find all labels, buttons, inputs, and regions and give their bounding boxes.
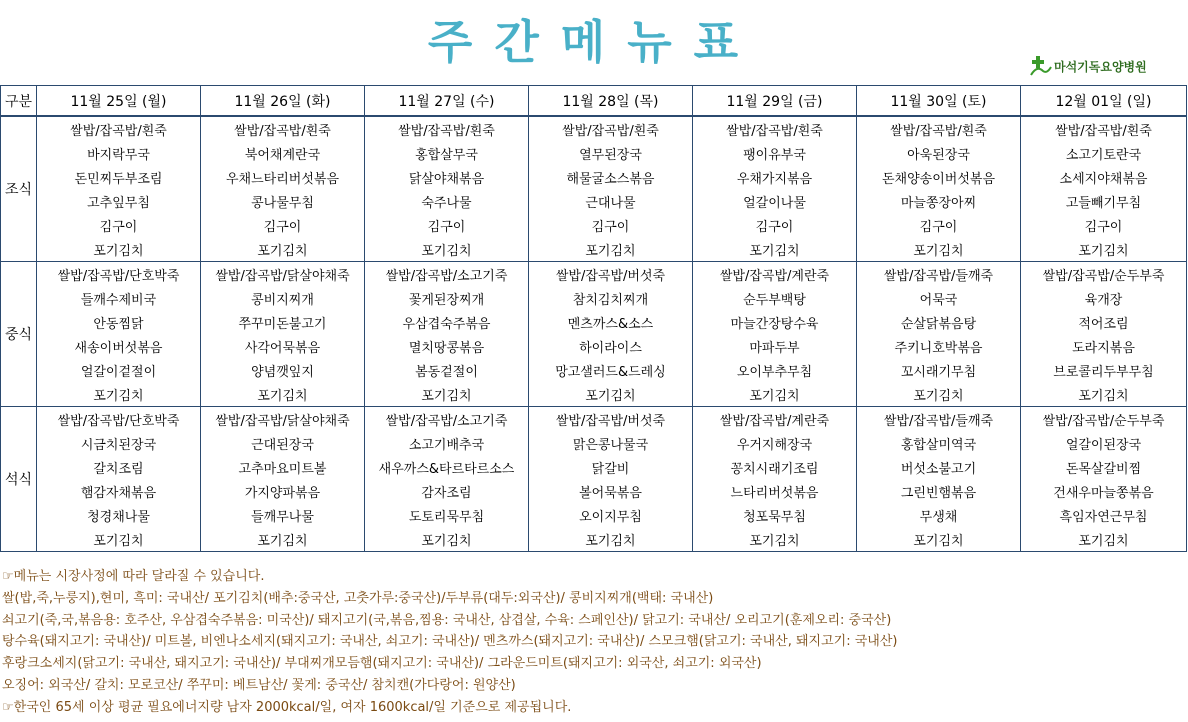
- note-line: 쇠고기(죽,국,볶음용: 호주산, 우삼겹숙주볶음: 미국산)/ 돼지고기(국,볶음,찜용: 국내산, 삼겹살, 수육: 스페인산)/ 닭고기: 국내산/ 오리고기(훈제오리: 중국산): [2, 612, 892, 628]
- menu-cell: 포기김치: [529, 527, 693, 552]
- menu-cell: 새송이버섯볶음: [37, 334, 201, 358]
- menu-cell: 팽이유부국: [693, 141, 857, 165]
- meal-label: 석식: [1, 407, 37, 552]
- menu-cell: 포기김치: [693, 527, 857, 552]
- note-line: 탕수육(돼지고기: 국내산)/ 미트볼, 비엔나소세지(돼지고기: 국내산, 쇠고기: 국내산)/ 멘츠까스(돼지고기: 국내산)/ 스모크햄(닭고기: 국내산, 돼지고기: 국내산): [2, 634, 898, 650]
- menu-cell: 쌀밥/잡곡밥/버섯죽: [529, 262, 693, 287]
- header-row: [1, 86, 1187, 117]
- menu-cell: 닭갈비: [529, 455, 693, 479]
- menu-row: [1, 237, 1187, 262]
- menu-cell: 느타리버섯볶음: [693, 479, 857, 503]
- menu-cell: 쌀밥/잡곡밥/소고기죽: [365, 407, 529, 432]
- weekly-menu-table: [0, 85, 1187, 552]
- menu-cell: 김구이: [365, 213, 529, 237]
- menu-cell: 안동찜닭: [37, 310, 201, 334]
- menu-cell: 양념깻잎지: [201, 358, 365, 382]
- menu-cell: 쌀밥/잡곡밥/흰죽: [1021, 116, 1187, 141]
- menu-cell: 홍합살무국: [365, 141, 529, 165]
- menu-cell: 포기김치: [857, 382, 1021, 407]
- menu-cell: 새우까스&타르타르소스: [365, 455, 529, 479]
- menu-cell: 맑은콩나물국: [529, 431, 693, 455]
- menu-cell: 쌀밥/잡곡밥/흰죽: [529, 116, 693, 141]
- menu-cell: 닭살야채볶음: [365, 165, 529, 189]
- menu-cell: 도토리묵무침: [365, 503, 529, 527]
- menu-cell: 고들빼기무침: [1021, 189, 1187, 213]
- menu-cell: 돈목살갈비찜: [1021, 455, 1187, 479]
- menu-cell: 오이지무침: [529, 503, 693, 527]
- header-category: 구분: [1, 86, 37, 117]
- menu-cell: 포기김치: [693, 382, 857, 407]
- menu-cell: 포기김치: [201, 237, 365, 262]
- menu-cell: 쌀밥/잡곡밥/들깨죽: [857, 407, 1021, 432]
- menu-cell: 포기김치: [529, 237, 693, 262]
- menu-cell: 우거지해장국: [693, 431, 857, 455]
- menu-cell: 순두부백탕: [693, 286, 857, 310]
- menu-row: [1, 165, 1187, 189]
- note-line: ☞메뉴는 시장사정에 따라 달라질 수 있습니다.: [2, 569, 265, 584]
- page-title: 주간메뉴표: [427, 15, 761, 69]
- menu-cell: 쌀밥/잡곡밥/닭살야채죽: [201, 407, 365, 432]
- menu-row: [1, 503, 1187, 527]
- menu-cell: 가지양파볶음: [201, 479, 365, 503]
- menu-cell: 멘츠까스&소스: [529, 310, 693, 334]
- hospital-name: 마석기독요양병원: [1054, 59, 1147, 74]
- menu-cell: 포기김치: [365, 527, 529, 552]
- menu-cell: 얼갈이나물: [693, 189, 857, 213]
- menu-cell: 육개장: [1021, 286, 1187, 310]
- menu-cell: 고추잎무침: [37, 189, 201, 213]
- menu-cell: 포기김치: [1021, 237, 1187, 262]
- menu-cell: 포기김치: [365, 237, 529, 262]
- menu-cell: 포기김치: [693, 237, 857, 262]
- day-header: 12월 01일 (일): [1021, 86, 1187, 117]
- note-line: 쌀(밥,죽,누룽지),현미, 흑미: 국내산/ 포기김치(배추:중국산, 고춧가루:중국산)/두부류(대두:외국산)/ 콩비지찌개(백태: 국내산): [2, 590, 714, 606]
- menu-cell: 돈채양송이버섯볶음: [857, 165, 1021, 189]
- menu-cell: 포기김치: [365, 382, 529, 407]
- menu-cell: 포기김치: [529, 382, 693, 407]
- menu-cell: 청포묵무침: [693, 503, 857, 527]
- menu-cell: 숙주나물: [365, 189, 529, 213]
- menu-cell: 소고기토란국: [1021, 141, 1187, 165]
- menu-cell: 쌀밥/잡곡밥/닭살야채죽: [201, 262, 365, 287]
- day-header: 11월 28일 (목): [529, 86, 693, 117]
- menu-cell: 쌀밥/잡곡밥/단호박죽: [37, 407, 201, 432]
- menu-cell: 볼어묵볶음: [529, 479, 693, 503]
- notes-section: [2, 566, 1186, 719]
- menu-row: [1, 358, 1187, 382]
- menu-row: [1, 310, 1187, 334]
- menu-cell: 갈치조림: [37, 455, 201, 479]
- menu-cell: 무생채: [857, 503, 1021, 527]
- menu-cell: 어묵국: [857, 286, 1021, 310]
- menu-cell: 김구이: [693, 213, 857, 237]
- menu-row: [1, 479, 1187, 503]
- menu-row: [1, 455, 1187, 479]
- meal-label: 조식: [1, 116, 37, 262]
- menu-cell: 감자조림: [365, 479, 529, 503]
- menu-cell: 아욱된장국: [857, 141, 1021, 165]
- menu-cell: 얼갈이겉절이: [37, 358, 201, 382]
- menu-cell: 우채느타리버섯볶음: [201, 165, 365, 189]
- menu-cell: 오이부추무침: [693, 358, 857, 382]
- menu-cell: 적어조림: [1021, 310, 1187, 334]
- menu-cell: 쭈꾸미돈불고기: [201, 310, 365, 334]
- menu-cell: 꽃게된장찌개: [365, 286, 529, 310]
- menu-cell: 들깨무나물: [201, 503, 365, 527]
- menu-cell: 쌀밥/잡곡밥/흰죽: [693, 116, 857, 141]
- menu-cell: 소세지야채볶음: [1021, 165, 1187, 189]
- note-line: ☞한국인 65세 이상 평균 필요에너지량 남자 2000kcal/일, 여자 1600kcal/일 기준으로 제공됩니다.: [2, 699, 572, 715]
- menu-row: [1, 334, 1187, 358]
- menu-cell: 건새우마늘쫑볶음: [1021, 479, 1187, 503]
- day-header: 11월 25일 (월): [37, 86, 201, 117]
- menu-row: [1, 141, 1187, 165]
- menu-cell: 포기김치: [201, 382, 365, 407]
- menu-cell: 쌀밥/잡곡밥/순두부죽: [1021, 262, 1187, 287]
- note-line: 후랑크소세지(닭고기: 국내산, 돼지고기: 국내산)/ 부대찌개모듬햄(돼지고기: 국내산)/ 그라운드미트(돼지고기: 외국산, 쇠고기: 외국산): [2, 656, 762, 672]
- menu-cell: 마파두부: [693, 334, 857, 358]
- menu-row: [1, 213, 1187, 237]
- menu-row: [1, 407, 1187, 432]
- menu-cell: 우삼겹숙주볶음: [365, 310, 529, 334]
- menu-cell: 바지락무국: [37, 141, 201, 165]
- menu-cell: 포기김치: [1021, 527, 1187, 552]
- meal-label: 중식: [1, 262, 37, 407]
- menu-cell: 쌀밥/잡곡밥/흰죽: [37, 116, 201, 141]
- menu-cell: 돈민찌두부조림: [37, 165, 201, 189]
- menu-cell: 들깨수제비국: [37, 286, 201, 310]
- menu-cell: 해물굴소스볶음: [529, 165, 693, 189]
- menu-cell: 망고샐러드&드레싱: [529, 358, 693, 382]
- menu-cell: 김구이: [529, 213, 693, 237]
- menu-cell: 포기김치: [1021, 382, 1187, 407]
- menu-cell: 참치김치찌개: [529, 286, 693, 310]
- menu-cell: 주키니호박볶음: [857, 334, 1021, 358]
- menu-cell: 시금치된장국: [37, 431, 201, 455]
- menu-row: [1, 189, 1187, 213]
- menu-cell: 쌀밥/잡곡밥/들깨죽: [857, 262, 1021, 287]
- menu-cell: 홍합살미역국: [857, 431, 1021, 455]
- menu-row: [1, 286, 1187, 310]
- menu-cell: 포기김치: [37, 237, 201, 262]
- menu-cell: 청경채나물: [37, 503, 201, 527]
- menu-cell: 쌀밥/잡곡밥/계란죽: [693, 262, 857, 287]
- note-line: 오징어: 외국산/ 갈치: 모로코산/ 쭈꾸미: 베트남산/ 꽃게: 중국산/ 참치캔(가다랑어: 원양산): [2, 677, 516, 693]
- day-header: 11월 26일 (화): [201, 86, 365, 117]
- menu-cell: 쌀밥/잡곡밥/흰죽: [365, 116, 529, 141]
- menu-cell: 쌀밥/잡곡밥/순두부죽: [1021, 407, 1187, 432]
- menu-cell: 김구이: [201, 213, 365, 237]
- menu-row: [1, 527, 1187, 552]
- menu-cell: 순살닭볶음탕: [857, 310, 1021, 334]
- menu-row: [1, 116, 1187, 141]
- menu-cell: 콩비지찌개: [201, 286, 365, 310]
- menu-cell: 포기김치: [37, 382, 201, 407]
- menu-row: [1, 431, 1187, 455]
- hospital-logo: [1030, 55, 1147, 77]
- menu-cell: 꽁치시래기조림: [693, 455, 857, 479]
- menu-cell: 하이라이스: [529, 334, 693, 358]
- menu-cell: 쌀밥/잡곡밥/흰죽: [857, 116, 1021, 141]
- menu-cell: 북어채계란국: [201, 141, 365, 165]
- menu-row: [1, 382, 1187, 407]
- menu-cell: 포기김치: [201, 527, 365, 552]
- menu-cell: 김구이: [857, 213, 1021, 237]
- menu-cell: 도라지볶음: [1021, 334, 1187, 358]
- menu-cell: 그린빈햄볶음: [857, 479, 1021, 503]
- day-header: 11월 29일 (금): [693, 86, 857, 117]
- menu-cell: 봄동겉절이: [365, 358, 529, 382]
- menu-cell: 김구이: [37, 213, 201, 237]
- menu-cell: 포기김치: [857, 527, 1021, 552]
- menu-cell: 소고기배추국: [365, 431, 529, 455]
- menu-cell: 우채가지볶음: [693, 165, 857, 189]
- day-header: 11월 27일 (수): [365, 86, 529, 117]
- menu-row: [1, 262, 1187, 287]
- menu-cell: 쌀밥/잡곡밥/소고기죽: [365, 262, 529, 287]
- menu-cell: 사각어묵볶음: [201, 334, 365, 358]
- menu-cell: 김구이: [1021, 213, 1187, 237]
- menu-cell: 콩나물무침: [201, 189, 365, 213]
- menu-cell: 햄감자채볶음: [37, 479, 201, 503]
- menu-cell: 마늘간장탕수육: [693, 310, 857, 334]
- menu-cell: 브로콜리두부무침: [1021, 358, 1187, 382]
- menu-cell: 쌀밥/잡곡밥/버섯죽: [529, 407, 693, 432]
- menu-cell: 쌀밥/잡곡밥/단호박죽: [37, 262, 201, 287]
- menu-cell: 얼갈이된장국: [1021, 431, 1187, 455]
- day-header: 11월 30일 (토): [857, 86, 1021, 117]
- menu-body: [1, 116, 1187, 552]
- menu-cell: 버섯소불고기: [857, 455, 1021, 479]
- menu-cell: 포기김치: [37, 527, 201, 552]
- menu-cell: 열무된장국: [529, 141, 693, 165]
- menu-cell: 포기김치: [857, 237, 1021, 262]
- menu-cell: 고추마요미트볼: [201, 455, 365, 479]
- cross-leaf-icon: [1030, 55, 1052, 77]
- menu-cell: 흑임자연근무침: [1021, 503, 1187, 527]
- menu-cell: 꼬시래기무침: [857, 358, 1021, 382]
- menu-cell: 근대나물: [529, 189, 693, 213]
- menu-cell: 쌀밥/잡곡밥/흰죽: [201, 116, 365, 141]
- menu-cell: 근대된장국: [201, 431, 365, 455]
- menu-cell: 마늘쫑장아찌: [857, 189, 1021, 213]
- menu-cell: 멸치땅콩볶음: [365, 334, 529, 358]
- menu-cell: 쌀밥/잡곡밥/계란죽: [693, 407, 857, 432]
